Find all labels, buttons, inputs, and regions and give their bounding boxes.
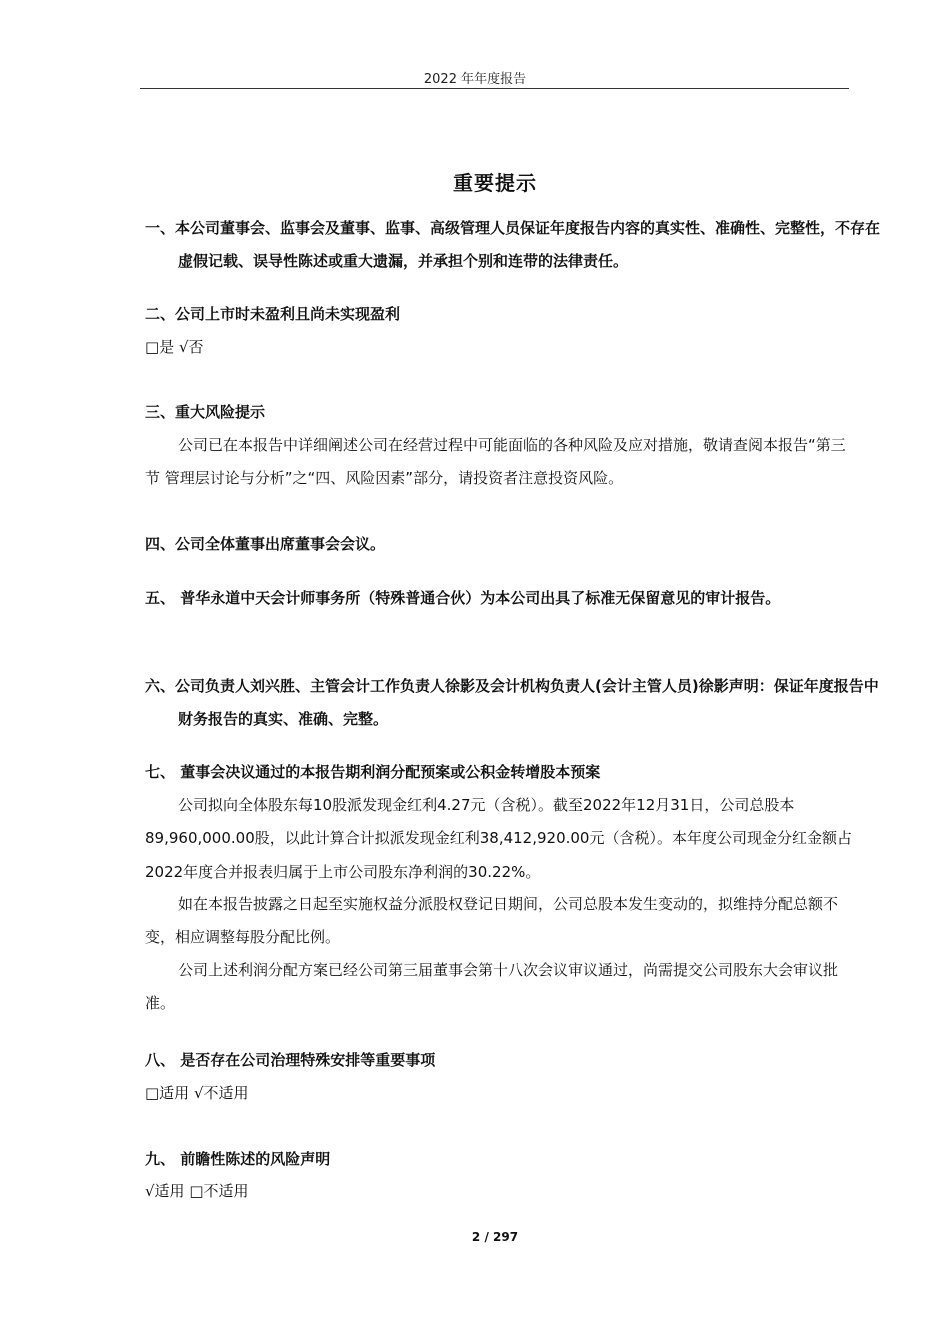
page-number: 2 / 297 [471, 1230, 519, 1244]
section-3-body: 公司已在本报告中详细阐述公司在经营过程中可能面临的各种风险及应对措施，敬请查阅本报告“第三节 管理层讨论与分析”之“四、风险因素”部分，请投资者注意投资风险。 [145, 436, 846, 487]
section-7-heading: 七、 董事会决议通过的本报告期利润分配预案或公积金转增股本预案 [145, 763, 601, 781]
section-9-heading: 九、 前瞻性陈述的风险声明 [145, 1150, 331, 1168]
section-8-heading: 八、 是否存在公司治理特殊安排等重要事项 [145, 1051, 436, 1069]
section-7-paragraph-1: 公司拟向全体股东每10股派发现金红利4.27元（含税）。截至2022年12月31日，公司总股本89,960,000.00股，以此计算合计拟派发现金红利38,412,920.00元（含税）。本年度公司现金分红金额占2022年度合并报表归属于上市公司股东净利润的30.22%。 [145, 796, 852, 881]
section-4: 四、公司全体董事出席董事会会议。 [145, 535, 386, 553]
section-7-paragraph-2: 如在本报告披露之日起至实施权益分派股权登记日期间，公司总股本发生变动的，拟维持分配总额不变，相应调整每股分配比例。 [145, 895, 839, 947]
section-1: 一、本公司董事会、监事会及董事、监事、高级管理人员保证年度报告内容的真实性、准确性、完整性，不存在虚假记载、误导性陈述或重大遗漏，并承担个别和连带的法律责任。 [145, 219, 881, 270]
section-8-options: □适用 √不适用 [145, 1084, 249, 1102]
page-title: 重要提示 [453, 171, 537, 195]
section-3-heading: 三、重大风险提示 [145, 403, 266, 421]
running-header: 2022 年年度报告 [423, 72, 527, 87]
section-9-options: √适用 □不适用 [145, 1182, 249, 1200]
section-5: 五、 普华永道中天会计师事务所（特殊普通合伙）为本公司出具了标准无保留意见的审计报告。 [145, 589, 781, 607]
section-7-paragraph-3: 公司上述利润分配方案已经公司第三届董事会第十八次会议审议通过，尚需提交公司股东大会审议批准。 [145, 961, 839, 1013]
header-divider [140, 88, 849, 89]
section-6: 六、公司负责人刘兴胜、主管会计工作负责人徐影及会计机构负责人(会计主管人员)徐影声明：保证年度报告中财务报告的真实、准确、完整。 [145, 677, 879, 728]
section-2-options: □是 √否 [145, 338, 204, 356]
section-2-heading: 二、公司上市时未盈利且尚未实现盈利 [145, 305, 401, 323]
